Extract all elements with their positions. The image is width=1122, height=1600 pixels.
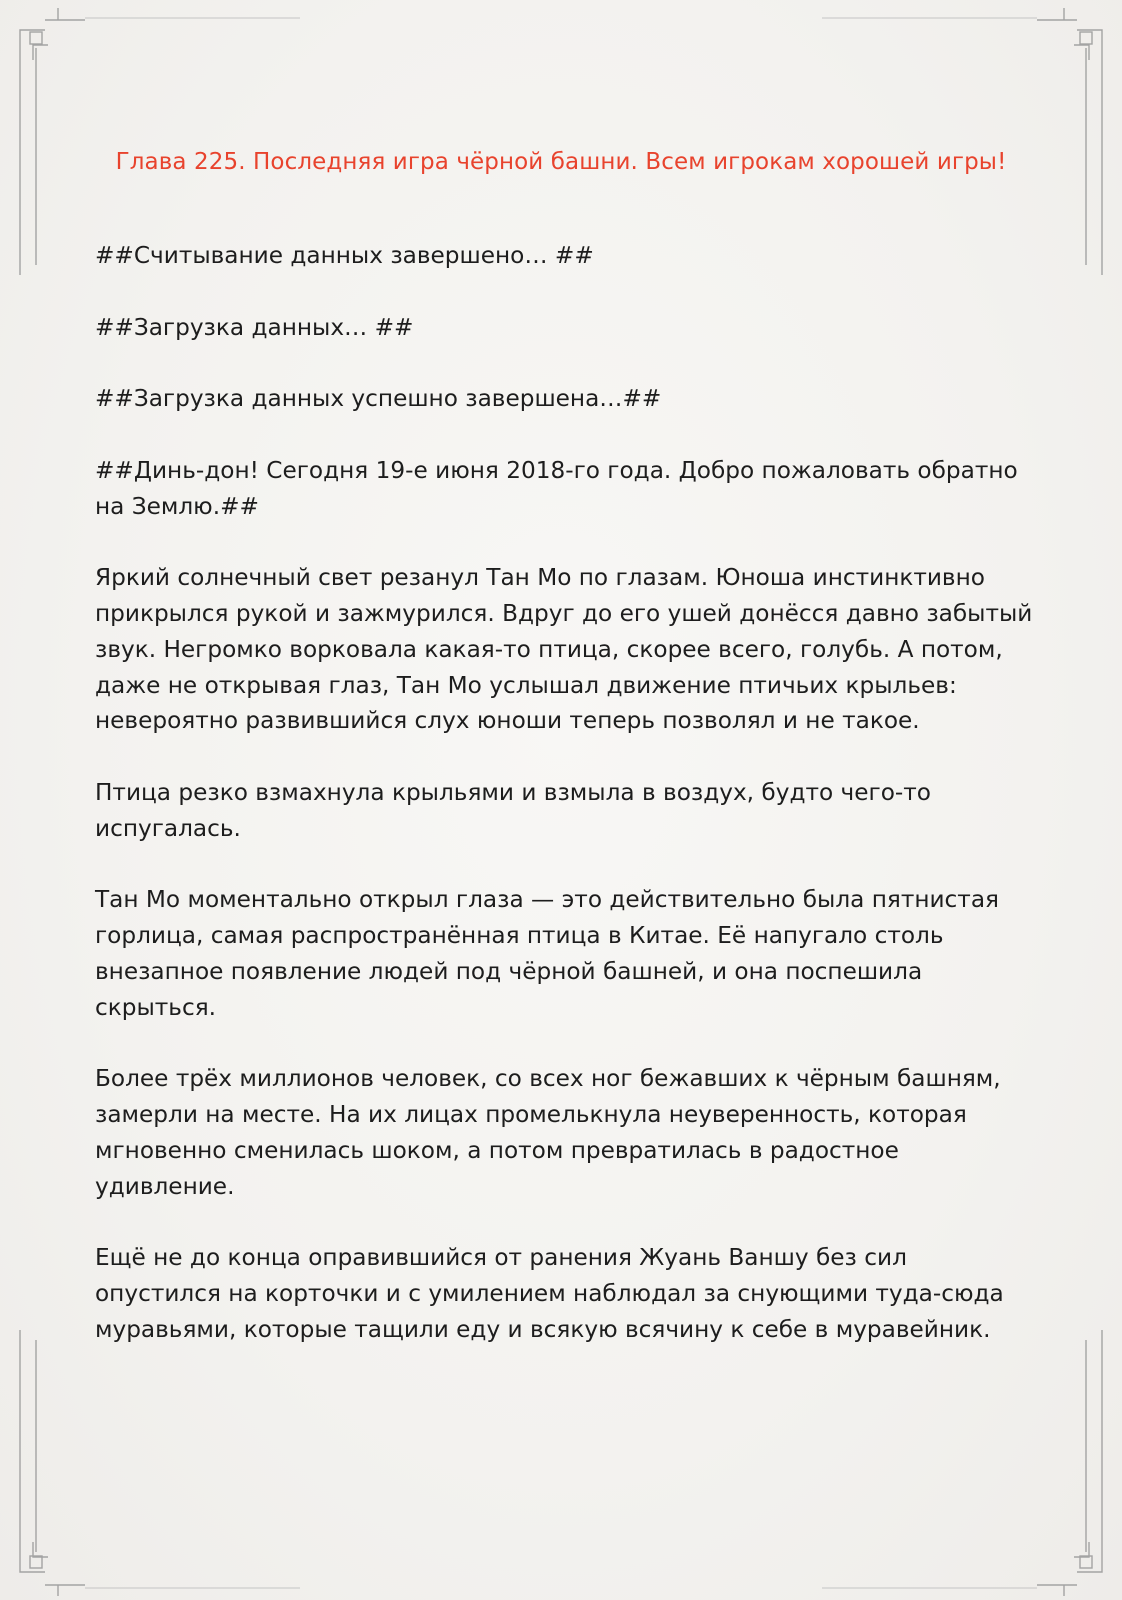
chapter-title: Глава 225. Последняя игра чёрной башни. Всем игрокам хорошей игры! [115, 149, 1007, 175]
paragraph: ##Динь-дон! Сегодня 19-е июня 2018-го года. Добро пожаловать обратно на Землю.## [95, 456, 1018, 520]
paragraph: ##Загрузка данных… ## [95, 313, 414, 341]
paragraph: ##Считывание данных завершено… ## [95, 242, 594, 269]
paragraph: Птица резко взмахнула крыльями и взмыла в воздух, будто чего-то испугалась. [95, 778, 931, 842]
paragraph: ##Загрузка данных успешно завершена…## [95, 385, 662, 413]
paragraph: Более трёх миллионов человек, со всех ног бежавших к чёрным башням, замерли на месте. На их лицах промелькнула неуверенность, которая мгновенно сменилась шоком, а потом превратилась в радостное удивление. [95, 1065, 1001, 1200]
paragraph: Яркий солнечный свет резанул Тан Мо по глазам. Юноша инстинктивно прикрылся рукой и зажмурился. Вдруг до его ушей донёсся давно забытый звук. Негромко ворковала какая-то птица, скорее всего, голубь. А потом, даже не открывая глаз, Тан Мо услышал движение птичьих крыльев: невероятно развившийся слух юноши теперь позволял и не такое. [95, 564, 1033, 735]
paragraph: Тан Мо моментально открыл глаза — это действительно была пятнистая горлица, самая распространённая птица в Китае. Её напугало столь внезапное появление людей под чёрной башней, и она поспешила скрыться. [95, 886, 999, 1021]
chapter-body [95, 238, 1035, 1384]
paragraph: Ещё не до конца оправившийся от ранения Жуань Ваншу без сил опустился на корточки и с умилением наблюдал за снующими туда-сюда муравьями, которые тащили еду и всякую всячину к себе в муравейник. [95, 1244, 1004, 1343]
